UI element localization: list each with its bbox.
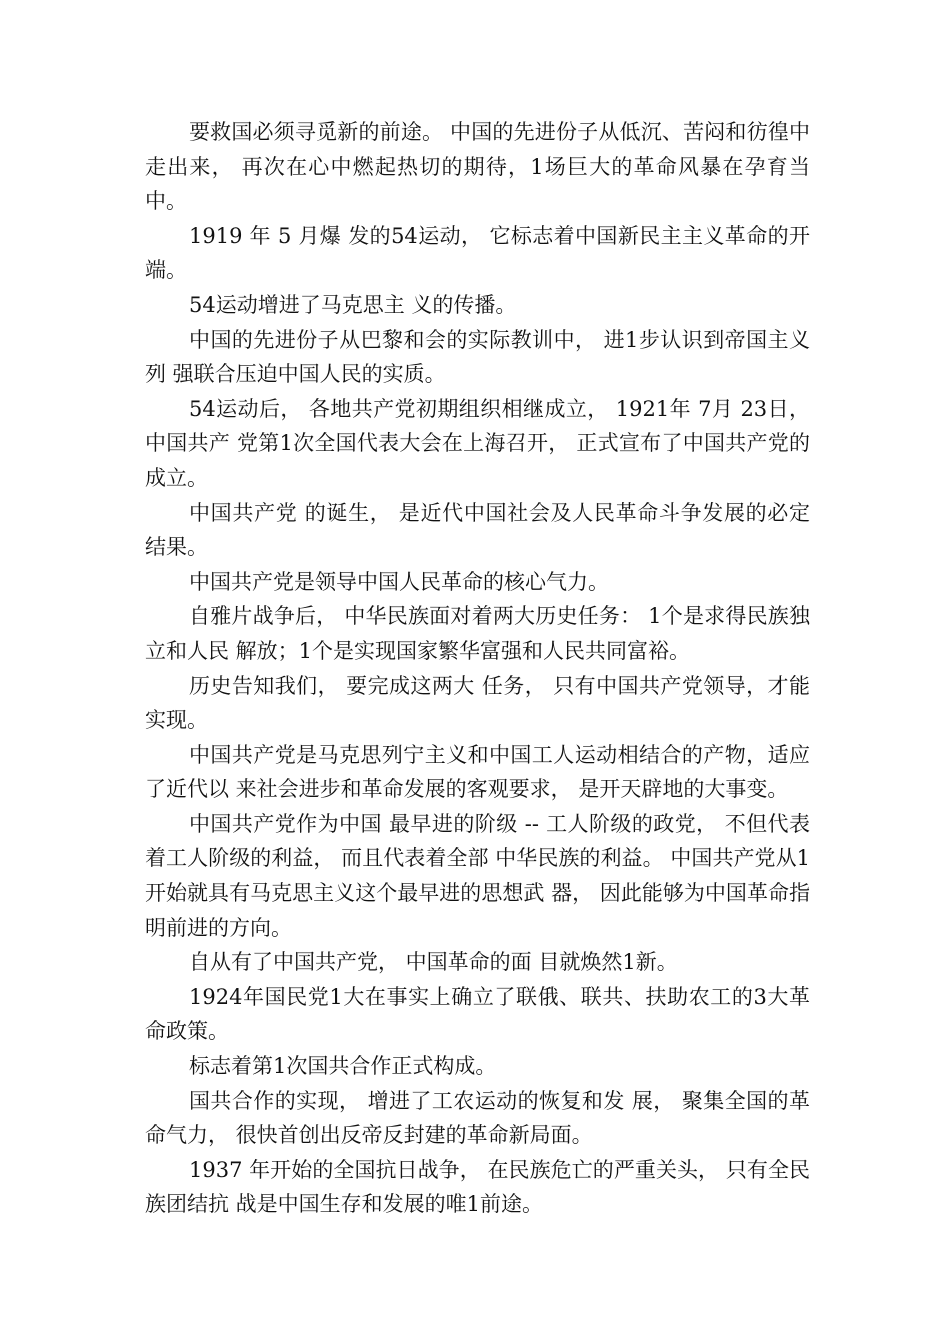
paragraph: 中国共产党作为中国 最早进的阶级 -- 工人阶级的政党， 不但代表着工人阶级的利益， 而且代表着全部 中华民族的利益。 中国共产党从1开始就具有马克思主义这个最早进的思想武 器， 因此能够为中国革命指明前进的方向。: [145, 811, 810, 940]
paragraph: 要救国必须寻觅新的前途。 中国的先进份子从低沉、苦闷和彷徨中走出来， 再次在心中燃起热切的期待，1场巨大的革命风暴在孕育当中。: [145, 120, 810, 214]
paragraph: 中国的先进份子从巴黎和会的实际教训中， 进1步认识到帝国主义列 强联合压迫中国人民的实质。: [145, 327, 810, 387]
paragraph: 中国共产党是马克思列宁主义和中国工人运动相结合的产物，适应了近代以 来社会进步和革命发展的客观要求， 是开天辟地的大事变。: [145, 742, 810, 802]
paragraph: 中国共产党 的诞生， 是近代中国社会及人民革命斗争发展的必定结果。: [145, 500, 810, 560]
paragraph: 1924年国民党1大在事实上确立了联俄、联共、扶助农工的3大革命政策。: [145, 984, 810, 1044]
paragraph: 国共合作的实现， 增进了工农运动的恢复和发 展， 聚集全国的革命气力， 很快首创出反帝反封建的革命新局面。: [145, 1088, 810, 1148]
paragraph: 54运动后， 各地共产党初期组织相继成立， 1921年 7月 23日， 中国共产 党第1次全国代表大会在上海召开， 正式宣布了中国共产党的成立。: [145, 396, 817, 490]
paragraph: 自从有了中国共产党， 中国革命的面 目就焕然1新。: [189, 950, 678, 975]
paragraph: 标志着第1次国共合作正式构成。: [189, 1054, 497, 1079]
paragraph: 中国共产党是领导中国人民革命的核心气力。: [189, 569, 609, 594]
paragraph: 历史告知我们， 要完成这两大 任务， 只有中国共产党领导，才能实现。: [145, 673, 810, 733]
document-body: [145, 115, 817, 1222]
paragraph: 自雅片战争后， 中华民族面对着两大历史任务： 1个是求得民族独立和人民 解放；1个是实现国家繁华富强和人民共同富裕。: [145, 604, 810, 663]
paragraph: 1937 年开始的全国抗日战争， 在民族危亡的严重关头， 只有全民族团结抗 战是中国生存和发展的唯1前途。: [145, 1157, 810, 1217]
paragraph: 54运动增进了马克思主 义的传播。: [189, 292, 517, 317]
paragraph: 1919 年 5 月爆 发的54运动， 它标志着中国新民主主义革命的开端。: [145, 223, 810, 283]
